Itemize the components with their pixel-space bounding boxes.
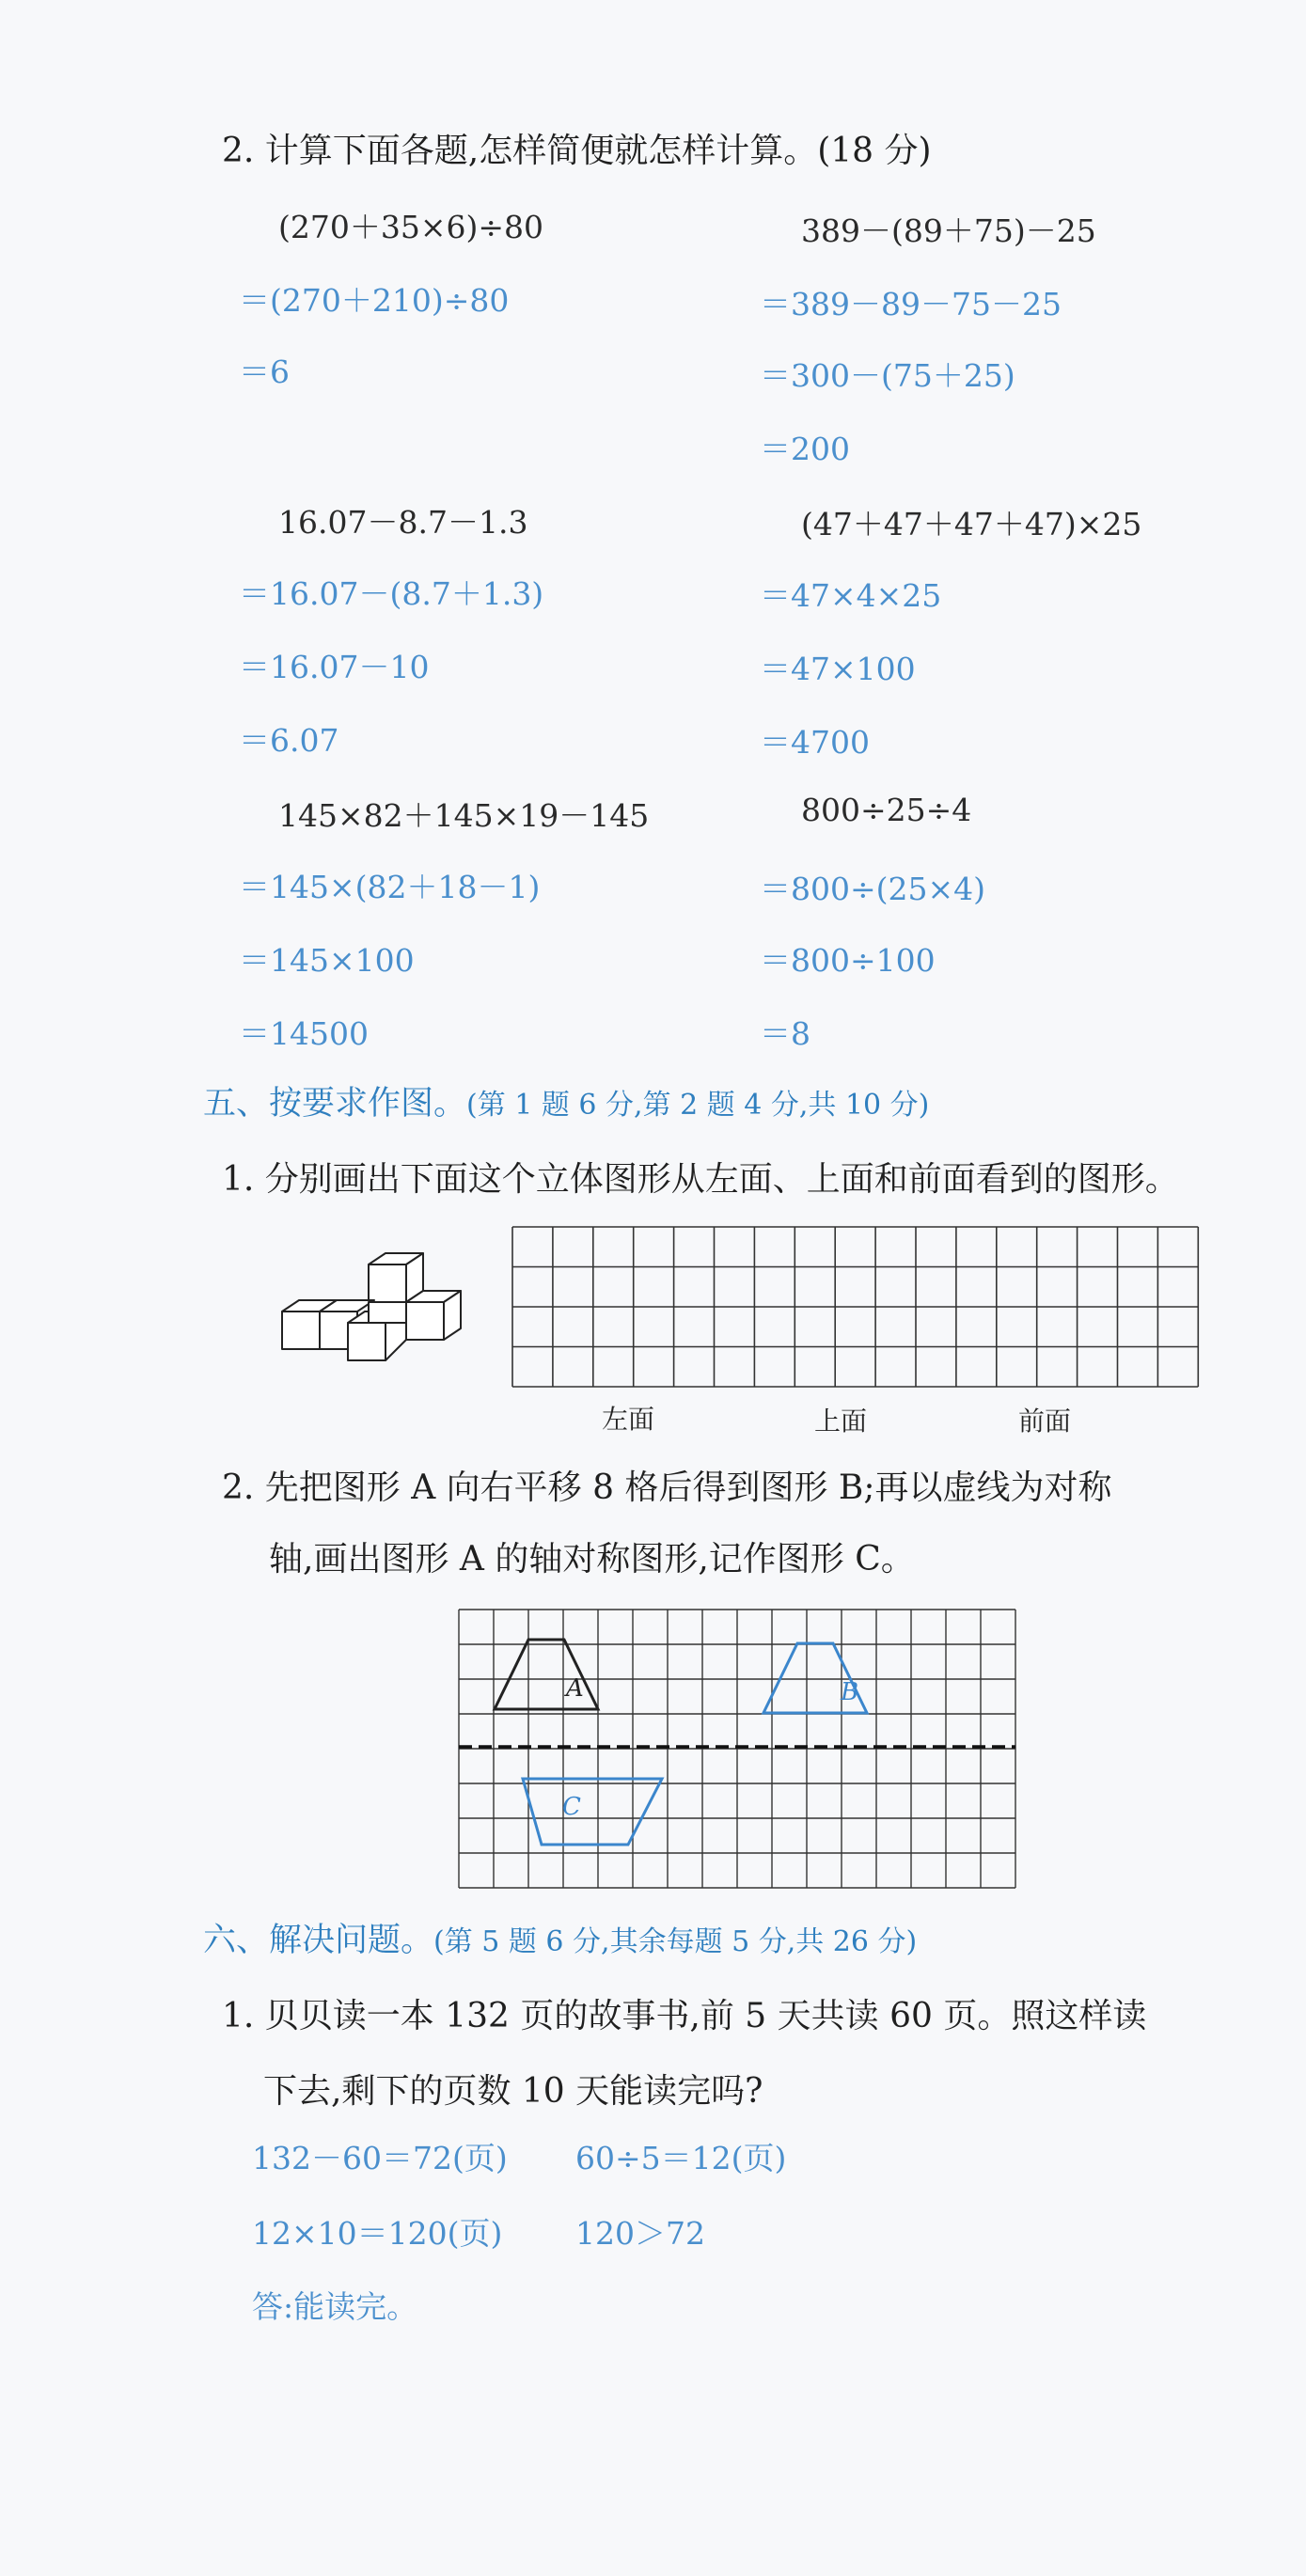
grid-label-top: 上面 xyxy=(814,1406,868,1437)
step-left-3-3: ＝14500 xyxy=(239,1015,369,1052)
step-left-3-2: ＝145×100 xyxy=(239,942,415,979)
section5-note: (第 1 题 6 分,第 2 题 4 分,共 10 分) xyxy=(466,1089,930,1122)
section5-q2-line1: 2. 先把图形 A 向右平移 8 格后得到图形 B;再以虚线为对称 xyxy=(222,1469,1112,1507)
shape-a-label: A xyxy=(566,1674,584,1703)
section6-title: 六、解决问题。 xyxy=(203,1922,434,1959)
section6-note: (第 5 题 6 分,其余每题 5 分,共 26 分) xyxy=(433,1925,918,1958)
answer-1a: 132－60＝72(页) xyxy=(252,2140,508,2176)
answer-conclusion: 答:能读完。 xyxy=(252,2288,418,2325)
answer-2b: 120＞72 xyxy=(575,2215,705,2252)
step-left-2-2: ＝16.07－10 xyxy=(239,649,430,685)
expr-right-3: 800÷25÷4 xyxy=(801,792,972,828)
step-left-2-3: ＝6.07 xyxy=(239,722,339,759)
step-left-3-1: ＝145×(82＋18－1) xyxy=(239,869,541,905)
step-left-2-1: ＝16.07－(8.7＋1.3) xyxy=(239,575,544,612)
step-right-2-1: ＝47×4×25 xyxy=(760,577,942,614)
answer-2a: 12×10＝120(页) xyxy=(252,2215,503,2252)
section5-title: 五、按要求作图。 xyxy=(203,1085,467,1123)
shape-b-label: B xyxy=(841,1678,859,1706)
step-right-2-2: ＝47×100 xyxy=(760,651,916,687)
view-grid xyxy=(512,1227,1199,1389)
section6-heading xyxy=(203,1914,917,1961)
shape-c-label: C xyxy=(562,1793,581,1821)
section6-q1-line2: 下去,剩下的页数 10 天能读完吗? xyxy=(263,2072,763,2111)
transform-grid xyxy=(459,1610,1015,1888)
section5-q2-line2: 轴,画出图形 A 的轴对称图形,记作图形 C。 xyxy=(269,1540,915,1579)
expr-left-1: (270＋35×6)÷80 xyxy=(278,209,544,245)
step-right-1-1: ＝389－89－75－25 xyxy=(760,286,1062,322)
step-right-1-3: ＝200 xyxy=(760,431,850,467)
expr-left-3: 145×82＋145×19－145 xyxy=(278,797,650,834)
step-right-3-3: ＝8 xyxy=(760,1015,810,1052)
step-left-1-2: ＝6 xyxy=(239,353,290,390)
step-right-1-2: ＝300－(75＋25) xyxy=(760,357,1015,394)
step-right-3-1: ＝800÷(25×4) xyxy=(760,871,986,907)
expr-right-2: (47＋47＋47＋47)×25 xyxy=(801,506,1142,542)
step-left-1-1: ＝(270＋210)÷80 xyxy=(239,282,510,319)
problem2-heading: 2. 计算下面各题,怎样简便就怎样计算。(18 分) xyxy=(222,132,932,170)
grid-label-front: 前面 xyxy=(1018,1406,1072,1437)
cube-figure xyxy=(282,1246,470,1368)
step-right-3-2: ＝800÷100 xyxy=(760,942,936,979)
expr-right-1: 389－(89＋75)－25 xyxy=(801,212,1096,249)
answer-1b: 60÷5＝12(页) xyxy=(575,2140,787,2176)
section5-q1: 1. 分别画出下面这个立体图形从左面、上面和前面看到的图形。 xyxy=(222,1160,1179,1199)
expr-left-2: 16.07－8.7－1.3 xyxy=(278,504,528,541)
section6-q1-line1: 1. 贝贝读一本 132 页的故事书,前 5 天共读 60 页。照这样读 xyxy=(222,1997,1147,2035)
step-right-2-3: ＝4700 xyxy=(760,724,870,761)
section5-heading xyxy=(203,1077,929,1124)
grid-label-left: 左面 xyxy=(602,1404,655,1435)
shape-c xyxy=(523,1779,662,1845)
